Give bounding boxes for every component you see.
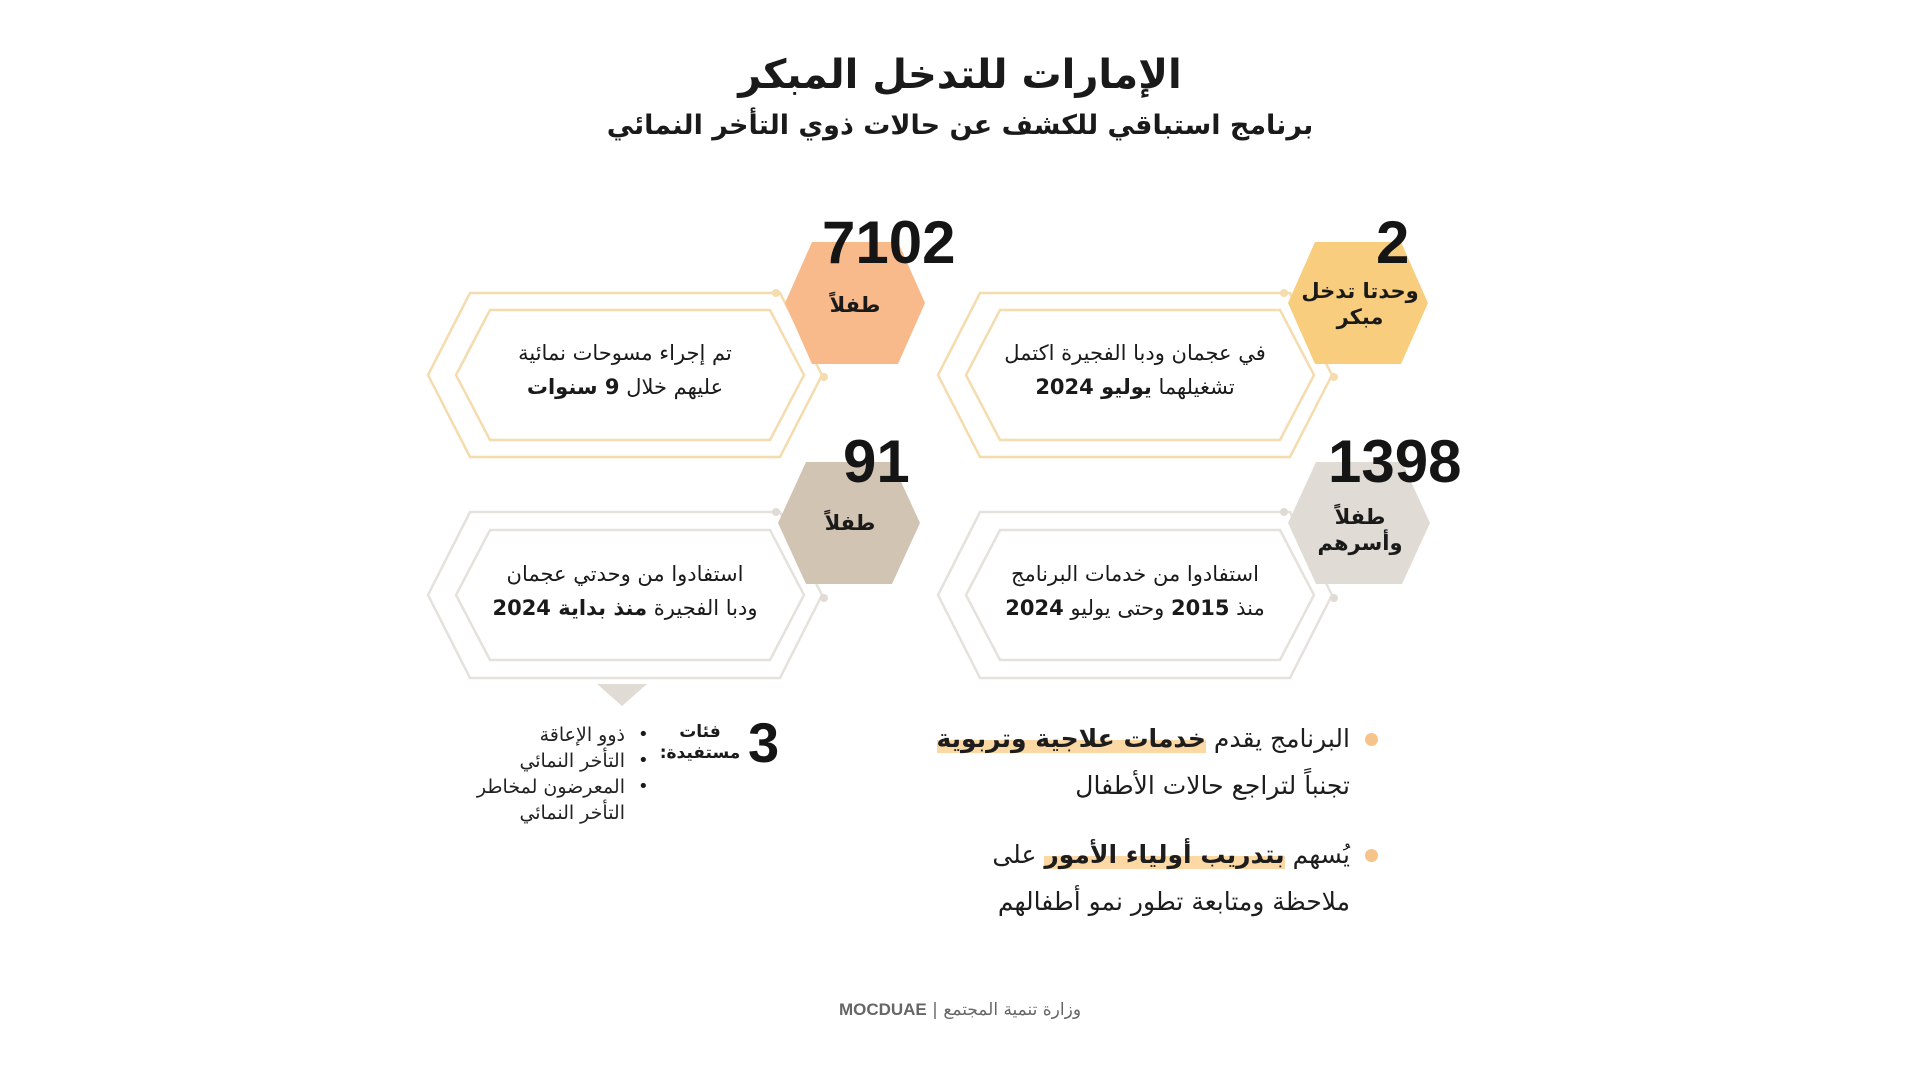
bullet-dot: • bbox=[638, 724, 649, 745]
point-therapy: البرنامج يقدم خدمات علاجية وتربوية تجنباً لتراجع حالات الأطفال bbox=[936, 724, 1350, 800]
card-families-text: استفادوا من خدمات البرنامج منذ 2015 وحتى يوليو 2024 bbox=[1005, 562, 1265, 620]
point-bullet-dot bbox=[1365, 849, 1378, 862]
categories-label: فئات مستفيدة: bbox=[659, 722, 741, 763]
list-item: المعرضون لمخاطر التأخر النمائي bbox=[476, 776, 625, 824]
categories-number: 3 bbox=[748, 711, 780, 774]
point-training: يُسهم بتدريب أولياء الأمور على ملاحظة ومتابعة تطور نمو أطفالهم bbox=[992, 840, 1350, 916]
bullet-dot: • bbox=[638, 750, 649, 771]
stat-units-number: 2 bbox=[1376, 209, 1410, 276]
categories-bullets bbox=[638, 722, 650, 800]
stat-since2024-number: 91 bbox=[843, 428, 910, 495]
list-item: ذوو الإعاقة bbox=[539, 724, 625, 746]
point-bullet-dot bbox=[1365, 733, 1378, 746]
list-item: التأخر النمائي bbox=[519, 750, 625, 772]
pointer-triangle bbox=[597, 684, 647, 706]
bullet-dot: • bbox=[638, 776, 649, 797]
stat-units-label: وحدتا تدخل مبكر bbox=[1301, 279, 1419, 329]
stat-since2024-label: طفلاً bbox=[824, 511, 876, 535]
card-since2024-text: استفادوا من وحدتي عجمان ودبا الفجيرة منذ بداية 2024 bbox=[492, 562, 758, 620]
footer-credit: وزارة تنمية المجتمع | MOCDUAE bbox=[838, 1000, 1082, 1020]
categories-list bbox=[475, 722, 625, 826]
stat-screened-label: طفلاً bbox=[829, 293, 881, 317]
page-subtitle: برنامج استباقي للكشف عن حالات ذوي التأخر النمائي bbox=[606, 110, 1314, 141]
stat-screened-number: 7102 bbox=[822, 209, 956, 276]
stat-families-number: 1398 bbox=[1328, 428, 1462, 495]
card-units-text: في عجمان ودبا الفجيرة اكتمل تشغيلهما يوليو 2024 bbox=[1004, 341, 1266, 399]
card-screened-text: تم إجراء مسوحات نمائية عليهم خلال 9 سنوات bbox=[518, 341, 732, 399]
page-title: الإمارات للتدخل المبكر bbox=[738, 52, 1182, 98]
stat-families-label: طفلاً وأسرهم bbox=[1317, 505, 1403, 555]
